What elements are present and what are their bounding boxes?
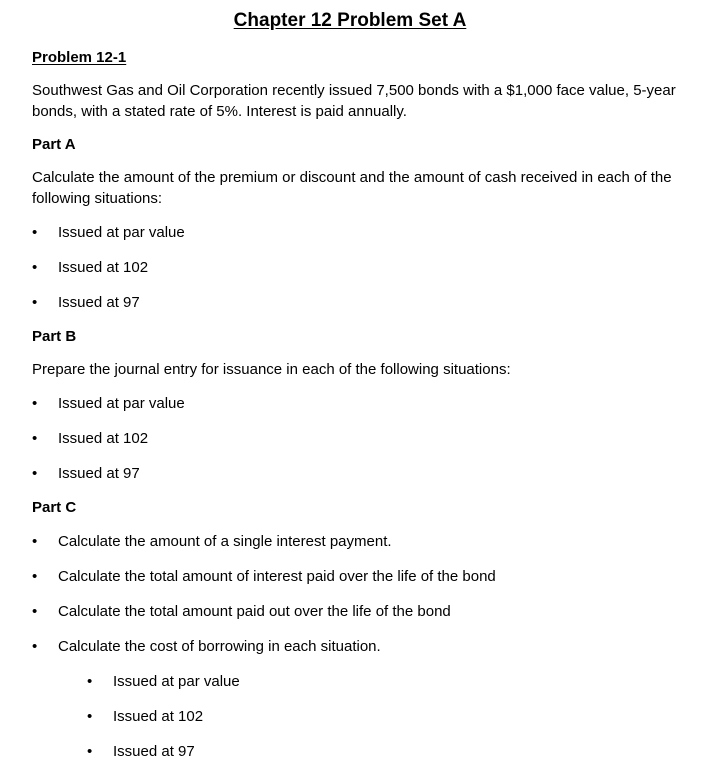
part-a-instruction: Calculate the amount of the premium or discount and the amount of cash received in each of the following situations: <box>32 169 672 207</box>
list-item-text: Issued at par value <box>58 395 185 412</box>
list-item-text: Calculate the total amount paid out over the life of the bond <box>58 603 451 620</box>
list-item-text: Calculate the cost of borrowing in each situation. <box>58 638 381 655</box>
bullet-icon: • <box>32 533 38 550</box>
bullet-icon: • <box>32 224 38 241</box>
bullet-icon: • <box>32 638 38 655</box>
problem-heading: Problem 12-1 <box>32 49 127 66</box>
bullet-icon: • <box>87 708 93 725</box>
bullet-icon: • <box>32 568 38 585</box>
bullet-icon: • <box>32 430 38 447</box>
bullet-icon: • <box>32 294 38 311</box>
page-title: Chapter 12 Problem Set A <box>233 10 467 31</box>
part-a-heading: Part A <box>32 136 76 153</box>
list-item-text: Calculate the total amount of interest paid over the life of the bond <box>58 568 496 585</box>
bullet-icon: • <box>87 673 93 690</box>
list-item-text: Issued at 102 <box>58 430 149 447</box>
bullet-icon: • <box>32 603 38 620</box>
part-c-heading: Part C <box>32 499 77 516</box>
list-item-text: Issued at 102 <box>113 708 204 725</box>
bullet-icon: • <box>32 259 38 276</box>
bullet-icon: • <box>32 465 38 482</box>
bullet-icon: • <box>32 395 38 412</box>
list-item-text: Calculate the amount of a single interest payment. <box>58 533 392 550</box>
list-item-text: Issued at par value <box>113 673 240 690</box>
intro-paragraph: Southwest Gas and Oil Corporation recently issued 7,500 bonds with a $1,000 face value, 5-year bonds, with a stated rate of 5%. Interest is paid annually. <box>32 82 676 120</box>
list-item-text: Issued at 97 <box>58 294 140 311</box>
list-item-text: Issued at par value <box>58 224 185 241</box>
list-item-text: Issued at 97 <box>113 743 195 760</box>
part-b-heading: Part B <box>32 328 77 345</box>
list-item-text: Issued at 97 <box>58 465 140 482</box>
bullet-icon: • <box>87 743 93 760</box>
list-item-text: Issued at 102 <box>58 259 149 276</box>
part-b-instruction: Prepare the journal entry for issuance in each of the following situations: <box>32 361 511 378</box>
